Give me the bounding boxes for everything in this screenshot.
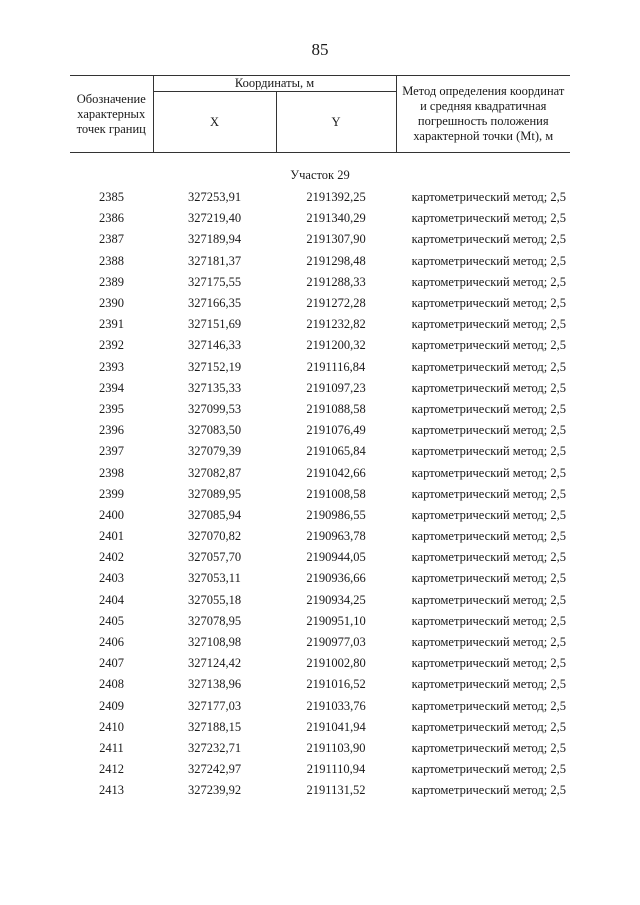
cell-x: 327253,91 xyxy=(187,190,242,205)
cell-y: 2190944,05 xyxy=(306,550,366,565)
table-row xyxy=(70,505,570,526)
page-number: 85 xyxy=(311,40,329,59)
cell-method: картометрический метод; 2,5 xyxy=(411,423,567,438)
cell-x: 327079,39 xyxy=(187,444,242,459)
cell-x: 327151,69 xyxy=(187,317,242,332)
cell-y: 2191016,52 xyxy=(306,677,366,692)
cell-point: 2386 xyxy=(99,211,124,226)
table-header xyxy=(70,76,570,153)
cell-point: 2391 xyxy=(99,317,124,332)
cell-point: 2393 xyxy=(99,359,124,374)
cell-method: картометрический метод; 2,5 xyxy=(411,317,567,332)
cell-point: 2392 xyxy=(99,338,124,353)
section-title: Участок 29 xyxy=(290,168,350,182)
cell-method: картометрический метод; 2,5 xyxy=(411,571,567,586)
cell-method: картометрический метод; 2,5 xyxy=(411,507,567,522)
cell-method: картометрический метод; 2,5 xyxy=(411,274,567,289)
cell-y: 2191042,66 xyxy=(306,465,366,480)
cell-x: 327078,95 xyxy=(187,613,242,628)
cell-y: 2191002,80 xyxy=(306,656,366,671)
cell-x: 327124,42 xyxy=(187,656,242,671)
table-row xyxy=(70,462,570,483)
table-row xyxy=(70,547,570,568)
table-row xyxy=(70,335,570,356)
cell-y: 2191272,28 xyxy=(306,296,366,311)
cell-point: 2410 xyxy=(99,719,124,734)
cell-y: 2190951,10 xyxy=(306,613,366,628)
cell-method: картометрический метод; 2,5 xyxy=(411,211,567,226)
table-row xyxy=(70,314,570,335)
cell-method: картометрический метод; 2,5 xyxy=(411,550,567,565)
cell-y: 2191307,90 xyxy=(306,232,366,247)
cell-y: 2190977,03 xyxy=(306,635,366,650)
cell-point: 2404 xyxy=(99,592,124,607)
cell-point: 2407 xyxy=(99,656,124,671)
cell-y: 2191110,94 xyxy=(306,762,366,777)
cell-x: 327082,87 xyxy=(187,465,242,480)
cell-x: 327242,97 xyxy=(187,762,242,777)
cell-y: 2191288,33 xyxy=(306,274,366,289)
cell-method: картометрический метод; 2,5 xyxy=(411,296,567,311)
cell-y: 2191103,90 xyxy=(306,740,366,755)
table-row xyxy=(70,526,570,547)
cell-method: картометрический метод; 2,5 xyxy=(411,444,567,459)
cell-point: 2399 xyxy=(99,486,124,501)
cell-method: картометрический метод; 2,5 xyxy=(411,656,567,671)
cell-point: 2397 xyxy=(99,444,124,459)
cell-method: картометрический метод; 2,5 xyxy=(411,698,567,713)
cell-method: картометрический метод; 2,5 xyxy=(411,338,567,353)
section-row xyxy=(70,153,570,188)
header-x: X xyxy=(153,92,276,153)
cell-method: картометрический метод; 2,5 xyxy=(411,465,567,480)
table-row xyxy=(70,272,570,293)
cell-method: картометрический метод; 2,5 xyxy=(411,380,567,395)
cell-point: 2411 xyxy=(99,740,124,755)
cell-y: 2191065,84 xyxy=(306,444,366,459)
cell-point: 2398 xyxy=(99,465,124,480)
table-row xyxy=(70,759,570,780)
cell-y: 2190934,25 xyxy=(306,592,366,607)
cell-x: 327189,94 xyxy=(187,232,242,247)
cell-point: 2413 xyxy=(99,783,124,798)
header-y: Y xyxy=(276,92,396,153)
table-row xyxy=(70,187,570,208)
cell-y: 2191076,49 xyxy=(306,423,366,438)
header-method: Метод определения координат и средняя квадратичная погрешность положения характерной точки (Mt), м xyxy=(396,76,570,153)
cell-x: 327181,37 xyxy=(187,253,242,268)
cell-y: 2191392,25 xyxy=(306,190,366,205)
cell-x: 327152,19 xyxy=(187,359,242,374)
cell-y: 2191088,58 xyxy=(306,401,366,416)
table-row xyxy=(70,632,570,653)
cell-y: 2191116,84 xyxy=(306,359,366,374)
table-row xyxy=(70,780,570,801)
table-row xyxy=(70,208,570,229)
cell-point: 2401 xyxy=(99,529,124,544)
table-row xyxy=(70,378,570,399)
cell-x: 327070,82 xyxy=(187,529,242,544)
cell-point: 2396 xyxy=(99,423,124,438)
cell-method: картометрический метод; 2,5 xyxy=(411,635,567,650)
table-row xyxy=(70,590,570,611)
cell-method: картометрический метод; 2,5 xyxy=(411,529,567,544)
cell-x: 327175,55 xyxy=(187,274,242,289)
cell-point: 2388 xyxy=(99,253,124,268)
table-row xyxy=(70,484,570,505)
table-row xyxy=(70,717,570,738)
header-coordinates: Координаты, м xyxy=(153,76,396,92)
cell-x: 327089,95 xyxy=(187,486,242,501)
table-row xyxy=(70,611,570,632)
cell-x: 327085,94 xyxy=(187,507,242,522)
cell-y: 2191232,82 xyxy=(306,317,366,332)
cell-y: 2190936,66 xyxy=(306,571,366,586)
cell-x: 327083,50 xyxy=(187,423,242,438)
cell-y: 2191041,94 xyxy=(306,719,366,734)
cell-method: картометрический метод; 2,5 xyxy=(411,401,567,416)
table-row xyxy=(70,357,570,378)
table-row xyxy=(70,229,570,250)
cell-point: 2408 xyxy=(99,677,124,692)
cell-method: картометрический метод; 2,5 xyxy=(411,740,567,755)
table-row xyxy=(70,420,570,441)
table-body xyxy=(70,153,570,802)
cell-method: картометрический метод; 2,5 xyxy=(411,677,567,692)
cell-method: картометрический метод; 2,5 xyxy=(411,190,567,205)
table-row xyxy=(70,696,570,717)
cell-x: 327055,18 xyxy=(187,592,242,607)
coordinates-table xyxy=(70,75,570,801)
cell-method: картометрический метод; 2,5 xyxy=(411,719,567,734)
header-point-designation: Обозначение характерных точек границ xyxy=(70,76,153,153)
cell-x: 327108,98 xyxy=(187,635,242,650)
cell-method: картометрический метод; 2,5 xyxy=(411,613,567,628)
cell-y: 2191340,29 xyxy=(306,211,366,226)
cell-method: картометрический метод; 2,5 xyxy=(411,762,567,777)
table-row xyxy=(70,738,570,759)
table-row xyxy=(70,568,570,589)
cell-method: картометрический метод; 2,5 xyxy=(411,486,567,501)
cell-x: 327239,92 xyxy=(187,783,242,798)
table-row xyxy=(70,674,570,695)
cell-point: 2406 xyxy=(99,635,124,650)
cell-x: 327138,96 xyxy=(187,677,242,692)
table-row xyxy=(70,653,570,674)
cell-y: 2191008,58 xyxy=(306,486,366,501)
cell-y: 2191097,23 xyxy=(306,380,366,395)
cell-y: 2190986,55 xyxy=(306,507,366,522)
cell-y: 2191131,52 xyxy=(306,783,366,798)
cell-point: 2402 xyxy=(99,550,124,565)
cell-point: 2390 xyxy=(99,296,124,311)
table-row xyxy=(70,441,570,462)
cell-method: картометрический метод; 2,5 xyxy=(411,232,567,247)
cell-point: 2405 xyxy=(99,613,124,628)
cell-x: 327053,11 xyxy=(188,571,241,586)
cell-point: 2385 xyxy=(99,190,124,205)
cell-point: 2395 xyxy=(99,401,124,416)
cell-x: 327135,33 xyxy=(187,380,242,395)
table-row xyxy=(70,251,570,272)
cell-method: картометрический метод; 2,5 xyxy=(411,783,567,798)
cell-y: 2190963,78 xyxy=(306,529,366,544)
cell-point: 2389 xyxy=(99,274,124,289)
cell-method: картометрический метод; 2,5 xyxy=(411,359,567,374)
cell-method: картометрический метод; 2,5 xyxy=(411,253,567,268)
cell-x: 327099,53 xyxy=(187,401,242,416)
cell-method: картометрический метод; 2,5 xyxy=(411,592,567,607)
cell-point: 2394 xyxy=(99,380,124,395)
cell-x: 327177,03 xyxy=(187,698,242,713)
cell-x: 327219,40 xyxy=(187,211,242,226)
cell-point: 2403 xyxy=(99,571,124,586)
cell-point: 2412 xyxy=(99,762,124,777)
cell-y: 2191298,48 xyxy=(306,253,366,268)
cell-x: 327166,35 xyxy=(187,296,242,311)
cell-x: 327188,15 xyxy=(187,719,242,734)
cell-y: 2191033,76 xyxy=(306,698,366,713)
table-row xyxy=(70,293,570,314)
table-row xyxy=(70,399,570,420)
cell-x: 327146,33 xyxy=(187,338,242,353)
cell-x: 327057,70 xyxy=(187,550,242,565)
cell-point: 2409 xyxy=(99,698,124,713)
cell-y: 2191200,32 xyxy=(306,338,366,353)
cell-point: 2387 xyxy=(99,232,124,247)
cell-x: 327232,71 xyxy=(187,740,242,755)
cell-point: 2400 xyxy=(99,507,124,522)
